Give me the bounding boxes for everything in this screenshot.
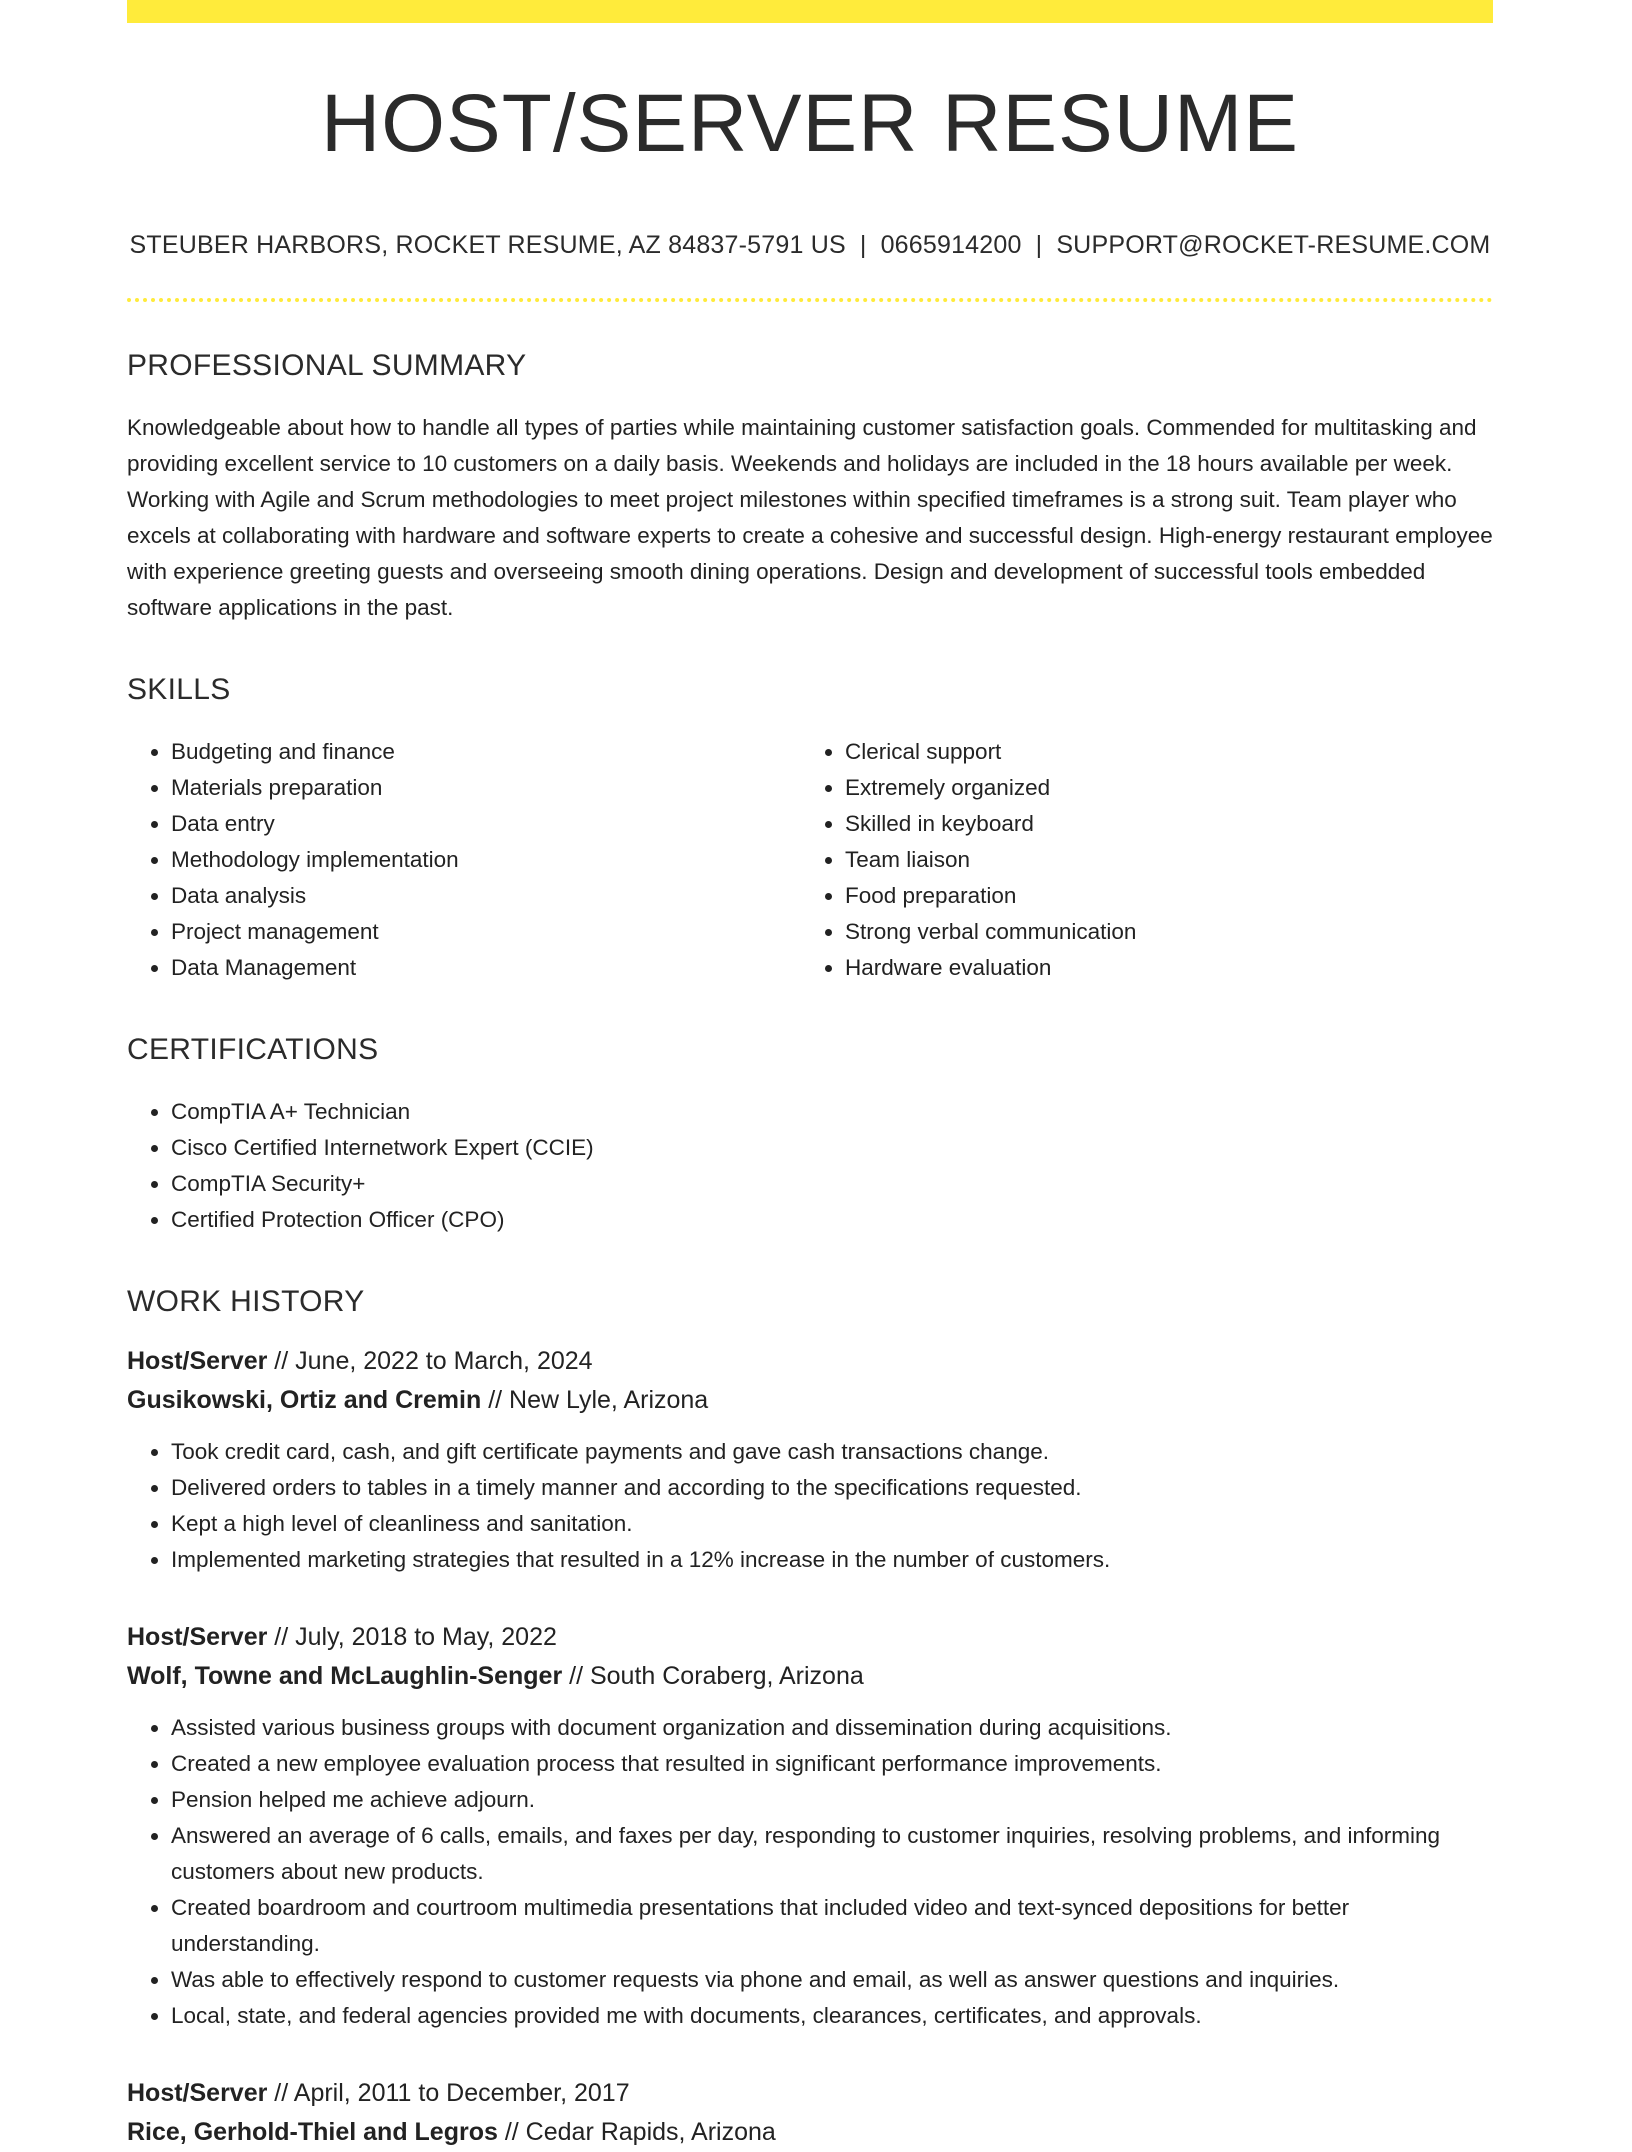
job-bullet: • Implemented marketing strategies that resulted in a 12% increase in the number of customers. bbox=[171, 1542, 1493, 1578]
job-bullet: • Delivered orders to tables in a timely manner and according to the specifications requested. bbox=[171, 1470, 1493, 1506]
job-bullet: • Kept a high level of cleanliness and sanitation. bbox=[171, 1506, 1493, 1542]
skill-item: • Team liaison bbox=[845, 842, 1493, 878]
job-location: // New Lyle, Arizona bbox=[481, 1386, 709, 1415]
resume-page bbox=[127, 0, 1493, 2152]
job-title: Host/Server bbox=[127, 1347, 268, 1376]
job-bullets bbox=[127, 1710, 1493, 2034]
skill-item: • Food preparation bbox=[845, 878, 1493, 914]
job-dates: // June, 2022 to March, 2024 bbox=[267, 1347, 593, 1376]
skill-item: • Budgeting and finance bbox=[171, 734, 801, 770]
contact-separator: | bbox=[1035, 231, 1043, 260]
job-title-line bbox=[127, 2074, 1493, 2113]
job-company: Rice, Gerhold-Thiel and Legros bbox=[127, 2118, 498, 2147]
job-company-line bbox=[127, 1657, 1493, 1696]
contact-line bbox=[127, 231, 1493, 260]
work-history-section bbox=[127, 1284, 1493, 2152]
certification-item: • Certified Protection Officer (CPO) bbox=[171, 1202, 1493, 1238]
job-entry bbox=[127, 2074, 1493, 2152]
job-title-line bbox=[127, 1342, 1493, 1381]
job-bullets bbox=[127, 1434, 1493, 1578]
skill-item: • Extremely organized bbox=[845, 770, 1493, 806]
section-heading-work-history: WORK HISTORY bbox=[127, 1285, 365, 1319]
skills-section bbox=[127, 672, 1493, 986]
certifications-list bbox=[127, 1094, 1493, 1238]
skills-list-right bbox=[801, 734, 1493, 986]
certification-item: • CompTIA Security+ bbox=[171, 1166, 1493, 1202]
contact-email: SUPPORT@ROCKET-RESUME.COM bbox=[1056, 231, 1491, 260]
skill-item: • Materials preparation bbox=[171, 770, 801, 806]
job-entry bbox=[127, 1618, 1493, 2034]
job-bullet: • Created boardroom and courtroom multimedia presentations that included video and text-synced depositions for better understanding. bbox=[171, 1890, 1493, 1962]
certifications-section bbox=[127, 1032, 1493, 1238]
job-dates: // April, 2011 to December, 2017 bbox=[267, 2079, 630, 2108]
skill-item: • Project management bbox=[171, 914, 801, 950]
job-bullet: • Answered an average of 6 calls, emails, and faxes per day, responding to customer inquiries, resolving problems, and informing customers about new products. bbox=[171, 1818, 1493, 1890]
job-bullet: • Created a new employee evaluation process that resulted in significant performance improvements. bbox=[171, 1746, 1493, 1782]
contact-address: STEUBER HARBORS, ROCKET RESUME, AZ 84837-5791 US bbox=[129, 231, 846, 260]
skill-item: • Skilled in keyboard bbox=[845, 806, 1493, 842]
skill-item: • Data entry bbox=[171, 806, 801, 842]
accent-top-bar bbox=[127, 0, 1493, 23]
skill-item: • Data analysis bbox=[171, 878, 801, 914]
summary-section bbox=[127, 348, 1493, 626]
skills-grid bbox=[127, 734, 1493, 986]
job-company-line bbox=[127, 1381, 1493, 1420]
contact-phone: 0665914200 bbox=[880, 231, 1022, 260]
job-bullet: • Pension helped me achieve adjourn. bbox=[171, 1782, 1493, 1818]
job-title: Host/Server bbox=[127, 2079, 268, 2108]
job-company: Gusikowski, Ortiz and Cremin bbox=[127, 1386, 482, 1415]
section-heading-summary: PROFESSIONAL SUMMARY bbox=[127, 349, 527, 383]
skill-item: • Strong verbal communication bbox=[845, 914, 1493, 950]
job-bullet: • Local, state, and federal agencies provided me with documents, clearances, certificates, and approvals. bbox=[171, 1998, 1493, 2034]
dotted-divider bbox=[127, 298, 1493, 302]
job-bullet: • Was able to effectively respond to customer requests via phone and email, as well as answer questions and inquiries. bbox=[171, 1962, 1493, 1998]
certification-item: • CompTIA A+ Technician bbox=[171, 1094, 1493, 1130]
job-location: // Cedar Rapids, Arizona bbox=[497, 2118, 776, 2147]
job-company-line bbox=[127, 2113, 1493, 2152]
skill-item: • Clerical support bbox=[845, 734, 1493, 770]
job-company: Wolf, Towne and McLaughlin-Senger bbox=[127, 1662, 563, 1691]
summary-text: Knowledgeable about how to handle all types of parties while maintaining customer satisfaction goals. Commended for multitasking and providing excellent service to 10 customers on a daily basis. Weekends and holidays are included in the 18 hours available per week. Working with Agile and Scrum methodologies to meet project milestones within specified timeframes is a strong suit. Team player who excels at collaborating with hardware and software experts to create a cohesive and successful design. High-energy restaurant employee with experience greeting guests and overseeing smooth dining operations. Design and development of successful tools embedded software applications in the past. bbox=[127, 415, 1493, 621]
skill-item: • Methodology implementation bbox=[171, 842, 801, 878]
contact-separator: | bbox=[859, 231, 867, 260]
skill-item: • Data Management bbox=[171, 950, 801, 986]
job-title: Host/Server bbox=[127, 1623, 268, 1652]
skill-item: • Hardware evaluation bbox=[845, 950, 1493, 986]
job-entry bbox=[127, 1342, 1493, 1578]
skills-list-left bbox=[127, 734, 801, 986]
job-location: // South Coraberg, Arizona bbox=[562, 1662, 864, 1691]
resume-title: HOST/SERVER RESUME bbox=[321, 78, 1299, 169]
job-dates: // July, 2018 to May, 2022 bbox=[267, 1623, 557, 1652]
certification-item: • Cisco Certified Internetwork Expert (CCIE) bbox=[171, 1130, 1493, 1166]
section-heading-certifications: CERTIFICATIONS bbox=[127, 1033, 379, 1067]
job-bullet: • Took credit card, cash, and gift certificate payments and gave cash transactions change. bbox=[171, 1434, 1493, 1470]
section-heading-skills: SKILLS bbox=[127, 673, 231, 707]
job-bullet: • Assisted various business groups with document organization and dissemination during acquisitions. bbox=[171, 1710, 1493, 1746]
job-title-line bbox=[127, 1618, 1493, 1657]
